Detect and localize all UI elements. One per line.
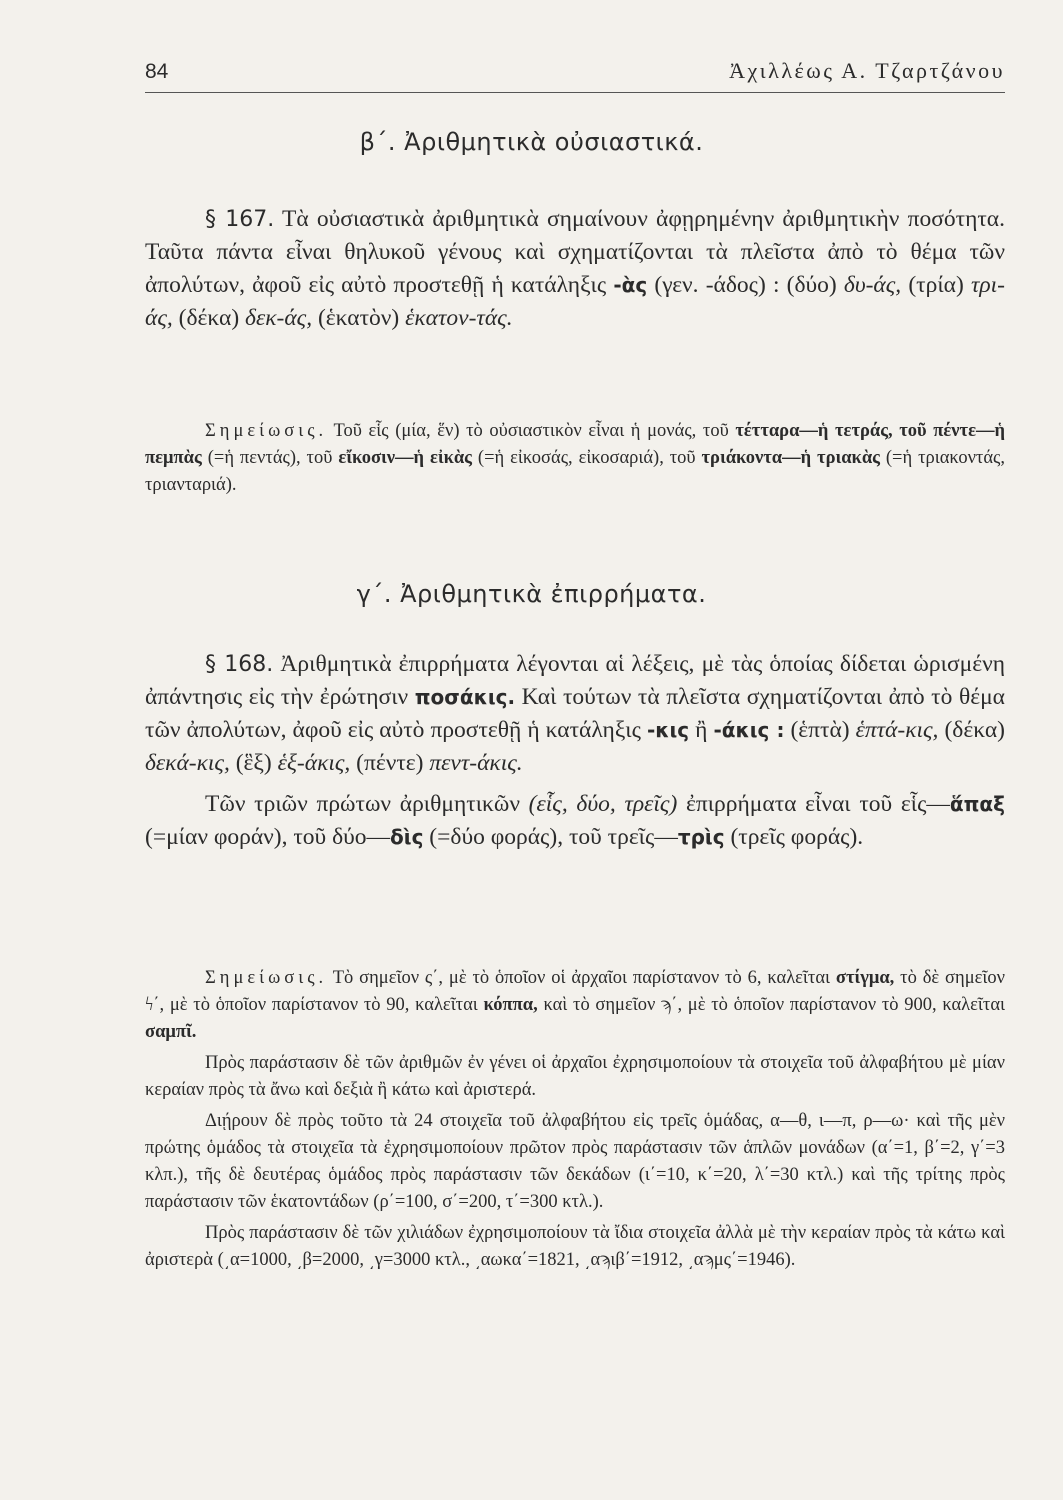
bold-run: τριάκοντα—ἡ τριακὰς (701, 448, 880, 468)
note-168 (145, 965, 1005, 1274)
paragraph-text (145, 203, 1005, 335)
text-run: τὸ δὲ σημεῖον ϟ΄, μὲ τὸ ὁποῖον παρίστανον τὸ 90, καλεῖται (145, 968, 1005, 1015)
ending-bold: -ὰς (613, 273, 648, 297)
example: πεντ-άκις. (429, 750, 523, 776)
note-label: Σημείωσις. (205, 421, 328, 441)
note-label: Σημείωσις. (205, 968, 328, 988)
text-run: Ἀριθμητικὰ ἐπιρρήματα λέγονται αἱ λέξεις, μὲ τὰς ὁποίας δίδεται ὡρισμένη ἀπάντησις εἰς τὴν ἐρώτησιν (145, 651, 1006, 710)
paragraph-text (145, 648, 1005, 780)
text-run: ἐπιρρήματα εἶναι τοῦ εἷς— (677, 791, 950, 817)
bold-run: κόππα, (483, 995, 538, 1015)
text-run: (=ἡ εἰκοσάς, εἰκοσαριά), τοῦ (472, 448, 702, 468)
adverb-bold: δὶς (390, 825, 424, 849)
question-word: ποσάκις. (414, 685, 516, 709)
text-run: Καὶ τούτων τὰ πλεῖστα σχηματίζονται ἀπὸ τὸ θέμα τῶν ἀπολύτων, ἀφοῦ εἰς αὐτὸ προστεθῇ ἡ κατάληξις (145, 684, 1005, 743)
ending-bold: -κις (646, 718, 690, 742)
section-number: § 168. (205, 652, 274, 677)
note-text: Διῄρουν δὲ πρὸς τοῦτο τὰ 24 στοιχεῖα τοῦ ἀλφαβήτου εἰς τρεῖς ὁμάδας, α—θ, ι—π, ρ—ω· καὶ τῆς μὲν πρώτης ὁμάδος τὰ στοιχεῖα τὰ ἐχρησιμοποίουν πρῶτον πρὸς παράστασιν τῶν ἁπλῶν μονάδων (α΄=1, β΄=2, γ΄=3 κλπ.), τῆς δὲ δευτέρας ὁμάδος πρὸς παράστασιν τῶν δεκάδων (ι΄=10, κ΄=20, λ΄=30 κτλ.) καὶ τῆς τρίτης πρὸς παράστασιν τῶν ἑκατοντάδων (ρ΄=100, σ΄=200, τ΄=300 κτλ.). (145, 1111, 1005, 1212)
text-run: (δέκα) (172, 305, 246, 331)
text-run: (=δύο φοράς), τοῦ τρεῖς— (423, 824, 678, 850)
example: δυ-άς, (843, 272, 902, 298)
bold-run: τέτταρα—ἡ τετράς, τοῦ πέντε—ἡ πεμπὰς (145, 421, 1005, 468)
text-run: (ἑκατὸν) (312, 305, 406, 331)
bold-run: στίγμα, (835, 968, 895, 988)
adverb-bold: ἅπαξ (949, 792, 1005, 816)
ending-bold: -άκις : (713, 718, 785, 742)
paragraph-text (145, 788, 1005, 854)
text-run: (=ἡ πεντάς), τοῦ (201, 448, 339, 468)
text-run: (=μίαν φοράν), τοῦ δύο— (145, 824, 391, 850)
running-title: Ἀχιλλέως Α. Τζαρτζάνου (729, 58, 1005, 83)
paragraph-168 (145, 648, 1005, 854)
text-run: Τοῦ εἷς (μία, ἕν) τὸ οὐσιαστικὸν εἶναι ἡ μονάς, τοῦ (327, 421, 736, 441)
text-run: (πέντε) (350, 750, 430, 776)
example: τρι-άς, (145, 272, 1005, 331)
note-text (145, 965, 1005, 1046)
example: ἑπτά-κις, (855, 717, 939, 743)
text-run: Τὰ οὐσιαστικὰ ἀριθμητικὰ σημαίνουν ἀφῃρημένην ἀριθμητικὴν ποσότητα. Ταῦτα πάντα εἶναι θηλυκοῦ γένους καὶ σχηματίζονται τὰ πλεῖστα ἀπὸ τὸ θέμα τῶν ἀπολύτων, ἀφοῦ εἰς αὐτὸ προστεθῇ ἡ κατάληξις (145, 206, 1005, 298)
section-number: § 167. (205, 207, 275, 232)
note-167 (145, 418, 1005, 499)
note-text: Πρὸς παράστασιν δὲ τῶν χιλιάδων ἐχρησιμοποίουν τὰ ἴδια στοιχεῖα ἀλλὰ μὲ τὴν κεραίαν πρὸς τὰ κάτω καὶ ἀριστερὰ (͵α=1000, ͵β=2000, ͵γ=3000 κτλ., ͵αωκα΄=1821, ͵αϡιβ΄=1912, ͵αϡμς΄=1946). (145, 1223, 1005, 1270)
text-run: Τῶν τριῶν πρώτων ἀριθμητικῶν (205, 791, 529, 817)
example: (εἷς, δύο, τρεῖς) (528, 791, 678, 817)
bold-run: εἴκοσιν—ἡ εἰκὰς (338, 448, 472, 468)
text-run: ἢ (689, 717, 714, 743)
bold-run: σαμπῖ. (145, 1022, 197, 1042)
text-run: (γεν. -άδος) : (δύο) (647, 272, 844, 298)
text-run: (ἑπτὰ) (784, 717, 856, 743)
example: ἑξ-άκις, (277, 750, 351, 776)
paragraph-167 (145, 203, 1005, 335)
note-text: Πρὸς παράστασιν δὲ τῶν ἀριθμῶν ἐν γένει οἱ ἀρχαῖοι ἐχρησιμοποίουν τὰ στοιχεῖα τοῦ ἀλφαβήτου μὲ μίαν κεραίαν πρὸς τὰ ἄνω καὶ δεξιὰ ἢ κάτω καὶ ἀριστερά. (145, 1053, 1005, 1100)
adverb-bold: τρὶς (677, 825, 725, 849)
note-text (145, 418, 1005, 499)
text-run: (δέκα) (938, 717, 1005, 743)
text-run: (τρεῖς φοράς). (724, 824, 864, 850)
section-heading-b: β΄. Ἀριθμητικὰ οὐσιαστικά. (359, 128, 704, 156)
section-heading-c: γ΄. Ἀριθμητικὰ ἐπιρρήματα. (356, 580, 707, 608)
text-run: (ἓξ) (229, 750, 278, 776)
text-run: (=ἡ τριακοντάς, τριανταριά). (145, 448, 1006, 495)
page-number: 84 (145, 60, 169, 83)
text-run: (τρία) (901, 272, 971, 298)
text-run: καὶ τὸ σημεῖον ϡ΄, μὲ τὸ ὁποῖον παρίστανον τὸ 900, καλεῖται (537, 995, 1005, 1015)
example: δεκά-κις, (145, 750, 230, 776)
running-header (145, 58, 1005, 93)
example: ἑκατον-τάς. (405, 305, 513, 331)
text-run: Τὸ σημεῖον ς΄, μὲ τὸ ὁποῖον οἱ ἀρχαῖοι παρίστανον τὸ 6, καλεῖται (327, 968, 836, 988)
example: δεκ-άς, (245, 305, 313, 331)
